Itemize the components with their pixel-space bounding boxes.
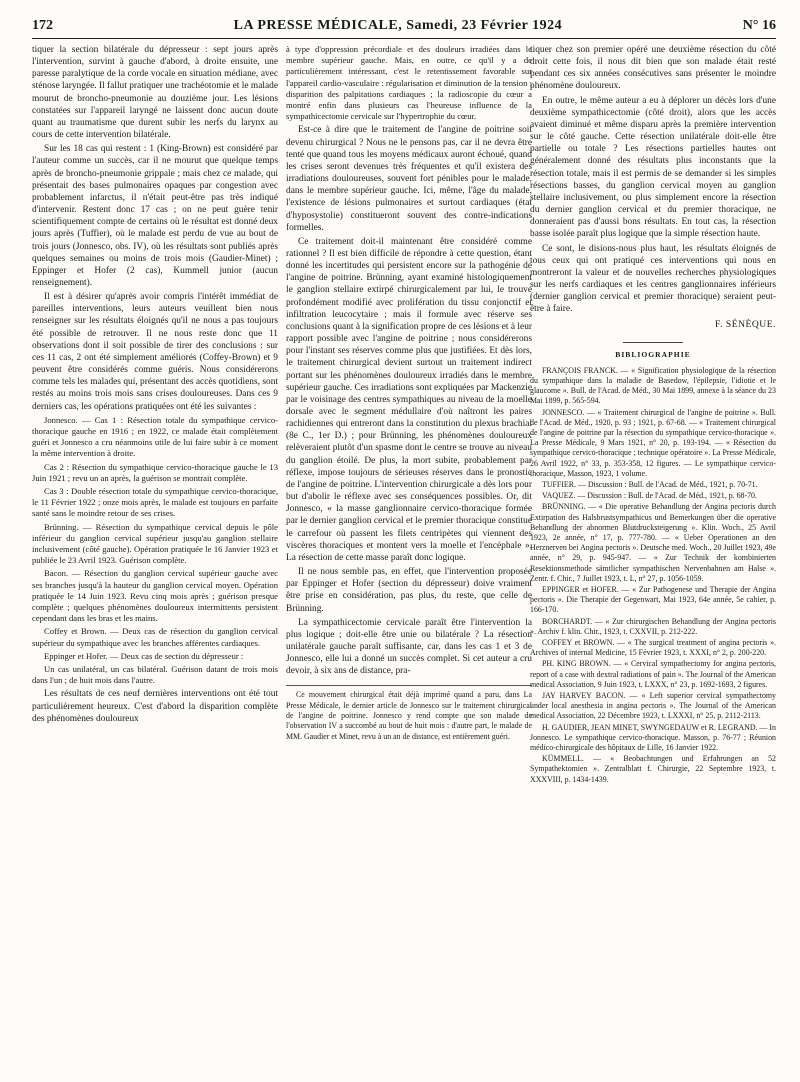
footnote: [286, 685, 532, 741]
column-left: [32, 44, 278, 727]
bibliography-entry: BORCHARDT. — « Zur chirurgischen Behandlung der Angina pectoris ». Archiv f. klin. Chir., 1923, t. CXXVII, p. 212-222.: [530, 616, 776, 636]
case-paragraph: Un cas unilatéral, un cas bilatéral. Guérison datant de trois mois dans l'un ; de huit mois dans l'autre.: [32, 663, 278, 686]
bibliography-list: [530, 366, 776, 785]
paragraph: Sur les 18 cas qui restent : 1 (King-Brown) est considéré par l'auteur comme un succès, car il ne mourut que quelque temps après de broncho-pneumonie grippale ; mais chez ce malade, qui présentait des bases pulmonaires opaques par congestion avec probablement infarctus, il n'était peut-être pas très indiqué d'intervenir. Restent donc 17 cas ; on ne peut guère tenir scientifiquement compte de certains où le résultat est donné deux jours après (Tuffier), où le malade est perdu de vue au bout de trois jours (Jonnesco, obs. IV), où les résultats sont publiés après quelques semaines ou moins de trois mois (Gaudier-Minet) ; Eppinger et Hofer (2 cas), Kummell junior (aucun renseignement).: [32, 144, 278, 288]
case-paragraph: Eppinger et Hofer. — Deux cas de section du dépresseur :: [44, 650, 244, 661]
bibliography-entry: KÜMMELL. — « Beobachtungen und Erfahrungen an 52 Sympathektomien ». Zentralblatt f. Chirurgie, 22 Septembre 1923, t. XXXVIII, p. 1434-1439.: [530, 754, 776, 784]
footnote-text: Ce mouvement chirurgical était déjà imprimé quand a paru, dans La Presse Médicale, le dernier article de Jonnesco sur le traitement chirurgical de l'angine de poitrine. Jonnesco y rend compte que son malade de l'observation IV a succombé au bout de huit mois : d'autre part, le malade de MM. Gaudier et Minet, revu à un an de distance, est entièrement guéri.: [286, 690, 532, 741]
bibliography-entry: FRANÇOIS FRANCK. — « Signification physiologique de la résection du sympathique dans la maladie de Basedow, l'épilepsie, l'idiotie et le glaucome ». Bull. de l'Acad. de Méd., 30 Mai 1899, annexe à la séance du 23 Mai 1899, p. 565-594.: [530, 365, 776, 406]
case-paragraph: Bacon. — Résection du ganglion cervical supérieur gauche avec ses branches jusqu'à la hauteur du ganglion cervical moyen. Opération pratiquée le 14 Juin 1923. Revu cinq mois après ; guérison presque complète ; quelques phénomènes douloureux intermittents persistent cependant dans les bras et les mains.: [32, 568, 278, 624]
bibliography-entry: JONNESCO. — « Traitement chirurgical de l'angine de poitrine ». Bull. de l'Acad. de Méd., 1920, p. 93 ; 1921, p. 67-68. — « Traitement chirurgical de l'angine de poitrine par la résection du sympathique cervico-thoracique ». La Presse Médicale, 9 Mars 1921, n° 20, p. 193-194. — « Résection du sympathique cervico-thoracique ; technique opératoire ». La Presse Médicale, 26 Avril 1922, n° 33, p. 353-358, 12 figures. — Le sympathique cervico-thoracique, Masson, 1923, 1 volume.: [530, 407, 776, 478]
separator-rule: [623, 342, 683, 343]
header-rule: [32, 38, 776, 39]
paragraph: tiquer chez son premier opéré une deuxième résection du côté droit cette fois, il nous dit bien que son malade était resté pendant ces six années consécutives sans présenter le moindre phénomène douloureux.: [530, 45, 776, 92]
paragraph: Il ne nous semble pas, en effet, que l'intervention proposée par Eppinger et Hofer (section du dépresseur) doive vraiment être prise en considération, pas plus, du reste, que celle de Brünning.: [286, 567, 532, 614]
bibliography-entry: VAQUEZ. — Discussion : Bull. de l'Acad. de Méd., 1921, p. 68-70.: [542, 491, 757, 501]
bibliography-entry: PH. KING BROWN. — « Cervical sympathectomy for angina pectoris, report of a case with dextral radiations of pain ». The Journal of the American medical Association, 9 Juin 1923, t. LXXX, n° 23, p. 1692-1693, 2 figures.: [530, 659, 776, 689]
case-paragraph: Jonnesco. — Cas 1 : Résection totale du sympathique cervico-thoracique gauche en 1916 ; en 1922, ce malade était complètement guéri et Jonnesco a cru néanmoins utile de lui faire subir à ce moment la même intervention à droite.: [32, 414, 278, 459]
case-paragraph: Coffey et Brown. — Deux cas de résection du ganglion cervical supérieur du sympathique avec les branches afférentes cardiaques.: [32, 626, 278, 648]
bibliography-heading: BIBLIOGRAPHIE: [615, 349, 691, 359]
bibliography-entry: EPPINGER et HOFER. — « Zur Pathogenese und Therapie der Angina pectoris ». Die Therapie der Gegenwart, Mai 1923, 64e année, 5e cahier, p. 166-170.: [530, 585, 776, 615]
page-number: 172: [32, 18, 53, 33]
bibliography-entry: TUFFIER. — Discussion : Bull. de l'Acad. de Méd., 1921, p. 70-71.: [542, 479, 758, 489]
case-paragraph: Brünning. — Résection du sympathique cervical depuis le pôle inférieur du ganglion cervical supérieur jusqu'au ganglion stellaire inclusivement (côté gauche). Opération pratiquée le 16 Janvier 1923 et publiée le 23 Avril 1923. Guérison complète.: [32, 521, 278, 566]
paragraph: Ce traitement doit-il maintenant être considéré comme rationnel ? Il est bien difficile de répondre à cette question, étant donné les incertitudes qui persistent encore sur la pathogénie de l'angine de poitrine. Brünning, ayant examiné histologiquement le ganglion stellaire extirpé chirurgicalement par lui, le trouve profondément modifié avec prolifération du tissu conjonctif et infiltration leucocytaire ; mais il formule avec réserve ses conclusions quant à la signification propre de ces lésions et à leur rapport possible avec l'angine de poitrine ; nous considérerons pour l'instant ses réserves comme plus que justifiées. Et dès lors, le traitement chirurgical devient surtout un traitement indirect portant sur les phénomènes douloureux irradiés dans le membre supérieur gauche. Ces irradiations sont expliquées par Mackenzie par le voisinage des centres sympathiques au niveau de la moelle dorsale avec le segment médullaire d'où naîtront les paires rachidiennes qui entreront dans la constitution du plexus brachial (8e C., 1er D.) ; pour Brünning, les phénomènes douloureux relèveraient plutôt d'un spasme dont le centre se trouve au niveau du ganglion étoilé. De plus, la mort subite, probablement par réflexe, impose toujours de sérieuses réserves dans le pronostic de l'angine de poitrine. L'intervention chirurgicale a dès lors pour but d'abolir le réflexe avec ses conséquences possibles. Or, dit Jonnesco, « la masse ganglionnaire cervico-thoracique formée par le dernier ganglion cervical et le premier thoracique constitue le carrefour où passent les filets centripètes qui viennent des viscères thoraciques et montent vers la moelle et l'encéphale ». La résection de cette masse paraît donc logique.: [286, 236, 532, 563]
case-paragraph: Cas 3 : Double résection totale du sympathique cervico-thoracique, le 11 Février 1922 ; onze mois après, le malade est toujours en parfaite santé sans le moindre retour de ses crises.: [32, 485, 278, 519]
paragraph: Les résultats de ces neuf dernières interventions ont été tout particulièrement heureux. C'est d'abord la disparition complète des phénomènes douloureux: [32, 689, 278, 724]
paragraph: tiquer la section bilatérale du dépresseur : sept jours après l'intervention, survint à gauche d'abord, à droite ensuite, une paresse paralytique de la corde vocale en situation médiane, avec sténose laryngée. Il fallut pratiquer une trachéotomie et le malade mourut de broncho-pneumonie au douzième jour. Les lésions constatées sur l'appareil laryngé ne laissent donc aucun doute quant au traumatisme que durent subir les nerfs du larynx au cours de cette intervention bilatérale.: [32, 45, 278, 141]
paragraph: Est-ce à dire que le traitement de l'angine de poitrine soit devenu chirurgical ? Nous ne le pensons pas, car il ne devra être tenté que quand tous les moyens médicaux auront échoué, quand les crises seront devenues très fréquentes et qu'il existera des irradiations douloureuses, souvent fort pénibles pour le malade, dans le membre supérieur gauche. Ici, même, l'âge du malade, l'existence de lésions pulmonaires et surtout cardiaques (état d'hyposystolie) constitueront souvent des contre-indications formelles.: [286, 125, 532, 233]
bibliography-entry: H. GAUDIER, JEAN MINET, SWYNGEDAUW et R. LEGRAND. — In Jonnesco. Le sympathique cervico-thoracique. Masson, p. 76-77 ; Réunion médico-chirurgicale des hôpitaux de Lille, 16 Janvier 1922.: [530, 722, 776, 753]
paragraph: La sympathicectomie cervicale paraît être l'intervention la plus logique ; doit-elle être unie ou bilatérale ? La résection unilatérale gauche paraît suffisante, car, dans les cas 1 et 3 de Jonnesco, elle lui a donné un succès complet. Si cet auteur a cru devoir, à six ans de distance, pra-: [286, 617, 532, 677]
author-signature: F. SÉNÈQUE.: [715, 319, 776, 331]
paragraph: En outre, le même auteur a eu à déplorer un décès lors d'une deuxième sympathicectomie (côté droit), alors que les accès avaient diminué et même disparu après la première intervention sur le côté gauche. Cette résection unilatérale doit-elle être partielle ou totale ? Les résections partielles hautes ont généralement donné des résultats plus inconstants que la résection totale, mais il est permis de se demander si les simples résections basses, du ganglion cervical moyen au ganglion stellaire inclusivement, ou plus simplement encore la résection du dernier ganglion cervical et du premier thoracique, ne donneraient pas d'aussi bons résultats. En tout cas, la résection basse isolée paraît plus logique que la simple résection haute.: [530, 95, 776, 240]
case-paragraph: Cas 2 : Résection du sympathique cervico-thoracique gauche le 13 Juin 1921 ; revu un an après, la guérison se montrait complète.: [32, 461, 278, 483]
journal-title: LA PRESSE MÉDICALE, Samedi, 23 Février 1924: [233, 18, 563, 33]
issue-number: N° 16: [742, 18, 776, 33]
paragraph: à type d'oppression précordiale et des douleurs irradiées dans le membre supérieur gauche. Mais, en outre, ce qu'il y a de particulièrement intéressant, c'est le retentissement favorable sur l'appareil cardio-vasculaire : régularisation et diminution de la tension ; disparition des palpitations cardiaques ; la radioscopie du cœur a montré enfin dans plusieurs cas l'heureuse influence de la sympathicectomie cervicale sur l'hypertrophie du cœur.: [286, 44, 532, 122]
column-middle: [286, 44, 532, 742]
page-header: [32, 18, 776, 38]
bibliography-entry: BRÜNNING. — « Die operative Behandlung der Angina pectoris durch Extirpation des Halsbrustsympathicus und Bemerkungen über die operative Behandlung der abnormen Blutdrucksteigerung ». Klin. Woch., 25 Avril 1923, 2e année, n° 17, p. 777-780. — « Ueber Operationen an den Herznerven bei Angina pectoris ». Deutsche med. Woch., 20 Juillet 1923, 49e année, n° 29, p. 945-947. — « Zur Technik der kombinierten Resektionsmethode sämtlicher sympathischen Nervenbahnen am Halse ». Zentr. f. Chir., 7 Juillet 1923, t. L, n° 27, p. 1056-1059.: [530, 502, 776, 583]
column-right: [530, 44, 776, 786]
paragraph: Ce sont, le disions-nous plus haut, les résultats éloignés de tous ceux qui ont pratiqué ces interventions qui nous en montreront la valeur et de nouvelles recherches physiologiques sur les nerfs cardiaques et les centres ganglionnaires inférieurs (dernier ganglion cervical et premier thoracique) seraient peut-être à faire.: [530, 243, 776, 315]
paragraph: Il est à désirer qu'après avoir compris l'intérêt immédiat de pareilles interventions, leurs auteurs veuillent bien nous renseigner sur les résultats éloignés qu'il ne nous a pas toujours été possible de retrouver. Il ne nous reste donc que 11 observations dont il soit possible de tirer des conclusions : sur ces 11 cas, 2 ont été simplement améliorés (Coffey-Brown) et 9 peuvent être considérés comme guéris. Nous considérerons comme tels les malades qui, présentant des accès quotidiens, sont restés au moins trois mois sans crises douloureuses. Dans ces 9 derniers cas, les opérations pratiquées ont été les suivantes :: [32, 292, 278, 412]
bibliography-entry: COFFEY et BROWN. — « The surgical treatment of angina pectoris ». Archives of internal Medicine, 15 Février 1923, t. XXXI, n° 2, p. 200-220.: [530, 638, 776, 658]
bibliography-entry: JAY HARVEY BACON. — « Left superior cervical sympathectomy under local anesthesia in angina pectoris ». The Journal of the American medical Association, 22 Décembre 1923, t. LXXXI, n° 25, p. 2112-2113.: [530, 691, 776, 721]
